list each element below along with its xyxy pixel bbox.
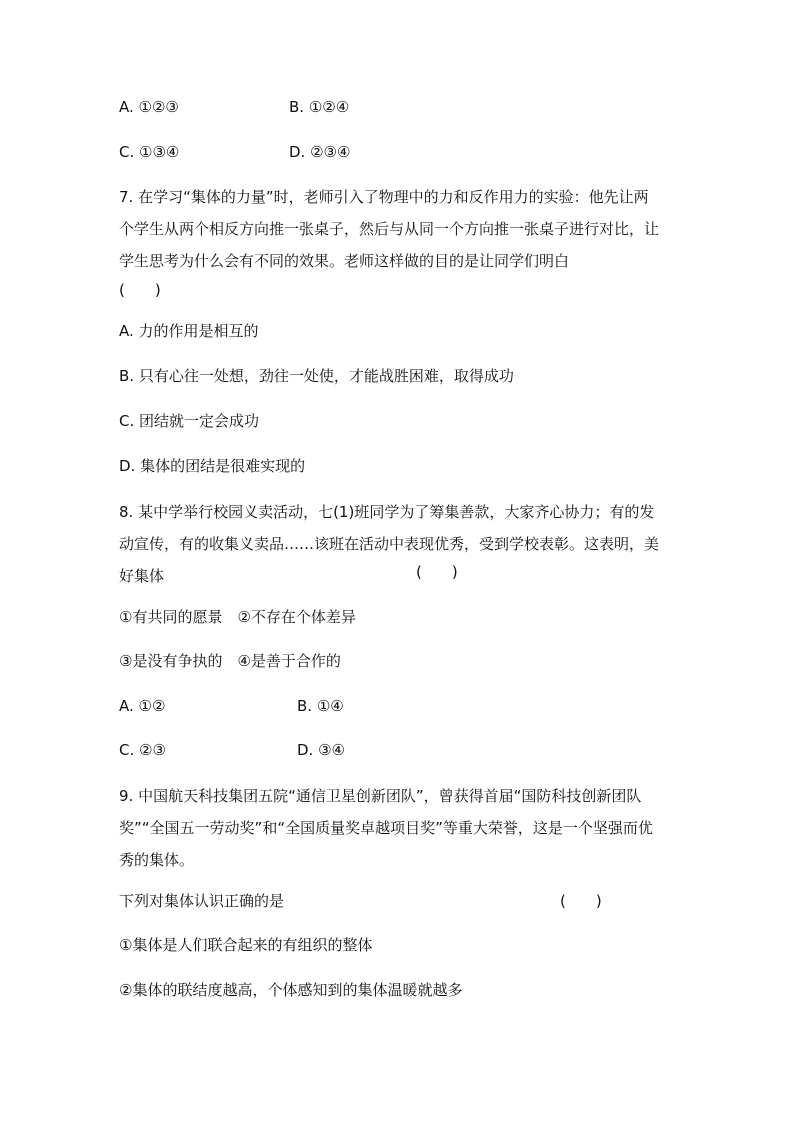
q7-option-a: A. 力的作用是相互的 bbox=[119, 322, 259, 340]
q6-option-a: A. ①②③ bbox=[119, 98, 179, 116]
q9-question: 下列对集体认识正确的是 bbox=[119, 892, 285, 910]
q6-option-d: D. ②③④ bbox=[289, 143, 351, 161]
q8-answer-paren: ( ) bbox=[416, 563, 458, 581]
q8-option-d: D. ③④ bbox=[297, 741, 345, 759]
q7-answer-paren: ( ) bbox=[119, 281, 161, 299]
q7-option-b: B. 只有心往一处想，劲往一处使，才能战胜困难，取得成功 bbox=[119, 367, 514, 385]
q8-option-c: C. ②③ bbox=[119, 741, 166, 759]
q8-option-a: A. ①② bbox=[119, 697, 166, 715]
q7-option-c: C. 团结就一定会成功 bbox=[119, 412, 260, 430]
q8-option-b: B. ①④ bbox=[297, 697, 344, 715]
q9-answer-paren: ( ) bbox=[560, 892, 602, 910]
q9-stem: 9. 中国航天科技集团五院“通信卫星创新团队”，曾获得首届“国防科技创新团队奖”“全国五一劳动奖”和“全国质量奖卓越项目奖”等重大荣誉，这是一个坚强而优秀的集体。 bbox=[119, 787, 653, 869]
q7-stem: 7. 在学习“集体的力量”时，老师引入了物理中的力和反作用力的实验：他先让两个学生从两个相反方向推一张桌子，然后与从同一个方向推一张桌子进行对比，让学生思考为什么会有不同的效果。老师这样做的目的是让同学们明白 bbox=[119, 188, 660, 270]
q9-statement-1: ①集体是人们联合起来的有组织的整体 bbox=[119, 936, 373, 954]
q8-stem: 8. 某中学举行校园义卖活动，七(1)班同学为了筹集善款，大家齐心协力；有的发动宣传，有的收集义卖品……该班在活动中表现优秀，受到学校表彰。这表明，美好集体 bbox=[119, 503, 660, 585]
q8-statement-1: ①有共同的愿景 ②不存在个体差异 bbox=[119, 608, 356, 626]
q9-statement-2: ②集体的联结度越高，个体感知到的集体温暖就越多 bbox=[119, 981, 463, 999]
q8-statement-2: ③是没有争执的 ④是善于合作的 bbox=[119, 652, 341, 670]
q6-option-b: B. ①②④ bbox=[289, 98, 350, 116]
q6-option-c: C. ①③④ bbox=[119, 143, 180, 161]
q7-option-d: D. 集体的团结是很难实现的 bbox=[119, 457, 306, 475]
